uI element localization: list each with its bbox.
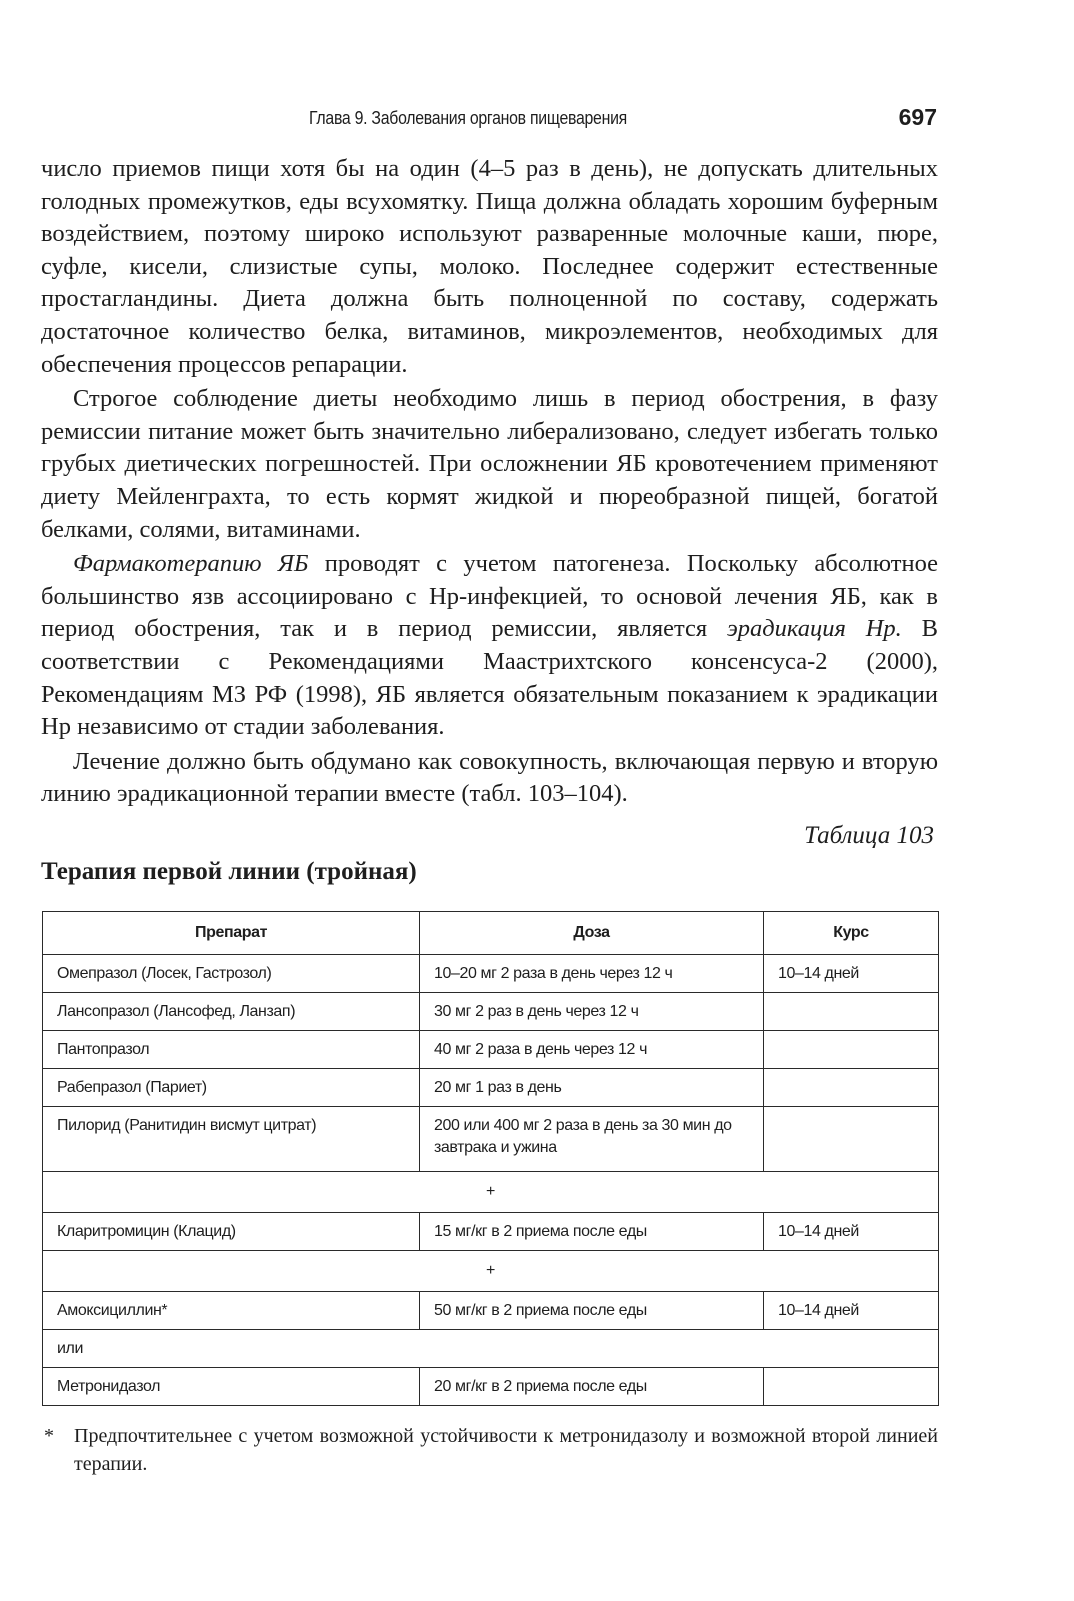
cell-dose: 30 мг 2 раз в день через 12 ч bbox=[420, 993, 764, 1031]
italic-term-eradication: эрадикация Hp. bbox=[726, 615, 902, 643]
cell-dose: 20 мг/кг в 2 приема после еды bbox=[420, 1368, 764, 1406]
cell-drug: Амоксициллин* bbox=[43, 1292, 420, 1330]
cell-course bbox=[764, 993, 939, 1031]
italic-term-pharmacotherapy: Фармакотерапию ЯБ bbox=[73, 550, 309, 578]
cell-course: 10–14 дней bbox=[764, 955, 939, 993]
cell-course: 10–14 дней bbox=[764, 1213, 939, 1251]
table-row bbox=[43, 1292, 939, 1330]
table-row bbox=[43, 1213, 939, 1251]
paragraph-1: число приемов пищи хотя бы на один (4–5 раз в день), не допускать длительных голодных промежутков, еды всухомятку. Пища должна обладать хорошим буферным воздействием, поэтому широко используют разваренные молочные каши, пюре, суфле, кисели, слизистые супы, молоко. Последнее содержит естественные простагландины. Диета должна быть полноценной по составу, содержать достаточное количество белка, витаминов, микроэлементов, необходимых для обеспечения процессов репарации. bbox=[41, 155, 938, 378]
body-text bbox=[41, 153, 938, 811]
paragraph-3-text-b: В соответствии с Рекомендациями Маастрихтского консенсуса-2 (2000), Рекомендациям МЗ РФ (1998), ЯБ является обязательным показанием к эрадикации Hp независимо от стадии заболевания. bbox=[41, 615, 938, 741]
or-label: или bbox=[43, 1330, 939, 1368]
table-label: Таблица 103 bbox=[804, 822, 934, 849]
header-course: Курс bbox=[764, 912, 939, 955]
table-title: Терапия первой линии (тройная) bbox=[41, 858, 417, 885]
table-row bbox=[43, 1031, 939, 1069]
page-number: 697 bbox=[898, 104, 937, 130]
table-row bbox=[43, 1368, 939, 1406]
cell-dose: 50 мг/кг в 2 приема после еды bbox=[420, 1292, 764, 1330]
header-drug: Препарат bbox=[43, 912, 420, 955]
paragraph-3 bbox=[41, 548, 938, 744]
plus-row bbox=[43, 1172, 939, 1213]
plus-sign: + bbox=[43, 1172, 939, 1213]
cell-course bbox=[764, 1069, 939, 1107]
therapy-table bbox=[42, 911, 939, 1406]
or-row bbox=[43, 1330, 939, 1368]
cell-course bbox=[764, 1031, 939, 1069]
header-dose: Доза bbox=[420, 912, 764, 955]
cell-drug: Омепразол (Лосек, Гастрозол) bbox=[43, 955, 420, 993]
cell-drug: Метронидазол bbox=[43, 1368, 420, 1406]
cell-drug: Лансопразол (Лансофед, Ланзап) bbox=[43, 993, 420, 1031]
table-row bbox=[43, 955, 939, 993]
paragraph-4: Лечение должно быть обдумано как совокупность, включающая первую и вторую линию эрадикационной терапии вместе (табл. 103–104). bbox=[41, 747, 938, 808]
cell-dose: 10–20 мг 2 раза в день через 12 ч bbox=[420, 955, 764, 993]
cell-dose: 20 мг 1 раз в день bbox=[420, 1069, 764, 1107]
cell-drug: Пантопразол bbox=[43, 1031, 420, 1069]
cell-drug: Кларитромицин (Клацид) bbox=[43, 1213, 420, 1251]
table-row bbox=[43, 1069, 939, 1107]
cell-dose: 200 или 400 мг 2 раза в день за 30 мин до завтрака и ужина bbox=[420, 1107, 764, 1172]
footnote-text: Предпочтительнее с учетом возможной устойчивости к метронидазолу и возможной второй линией терапии. bbox=[74, 1425, 938, 1475]
plus-row bbox=[43, 1251, 939, 1292]
paragraph-3-text-a: проводят с учетом патогенеза. Поскольку абсолютное большинство язв ассоциировано с Hp-инфекцией, то основой лечения ЯБ, как в период обострения, так и в период ремиссии, является bbox=[41, 550, 939, 643]
plus-sign: + bbox=[43, 1251, 939, 1292]
footnote bbox=[44, 1422, 938, 1478]
cell-dose: 40 мг 2 раза в день через 12 ч bbox=[420, 1031, 764, 1069]
paragraph-2: Строгое соблюдение диеты необходимо лишь в период обострения, в фазу ремиссии питание может быть значительно либерализовано, следует избегать только грубых диетических погрешностей. При осложнении ЯБ кровотечением применяют диету Мейленграхта, то есть кормят жидкой и пюреобразной пищей, богатой белками, солями, витаминами. bbox=[41, 385, 938, 543]
cell-drug: Рабепразол (Париет) bbox=[43, 1069, 420, 1107]
table-row bbox=[43, 1107, 939, 1172]
running-title: Глава 9. Заболевания органов пищеварения bbox=[309, 108, 627, 128]
table-header-row bbox=[43, 912, 939, 955]
cell-dose: 15 мг/кг в 2 приема после еды bbox=[420, 1213, 764, 1251]
running-head bbox=[0, 104, 1074, 136]
table-row bbox=[43, 993, 939, 1031]
cell-course bbox=[764, 1368, 939, 1406]
cell-course: 10–14 дней bbox=[764, 1292, 939, 1330]
footnote-marker: * bbox=[44, 1425, 54, 1447]
cell-drug: Пилорид (Ранитидин висмут цитрат) bbox=[43, 1107, 420, 1172]
cell-course bbox=[764, 1107, 939, 1172]
